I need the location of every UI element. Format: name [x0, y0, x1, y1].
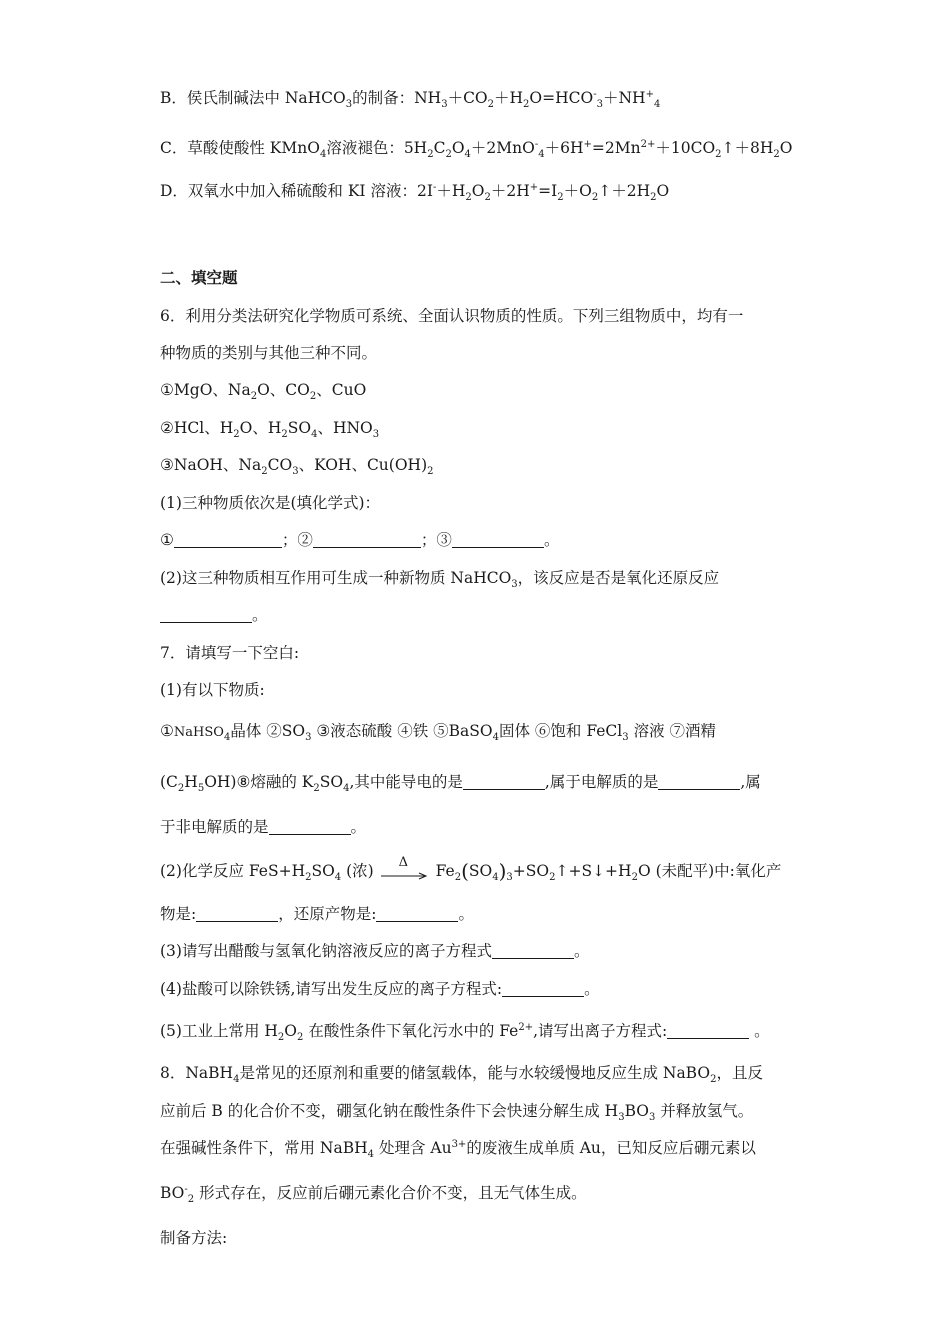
- q7-part4: (4)盐酸可以除铁锈,请写出发生反应的离子方程式: 。: [160, 980, 600, 998]
- answer-blank[interactable]: [313, 533, 421, 548]
- answer-blank[interactable]: [452, 533, 544, 548]
- q6-line2: 种物质的类别与其他三种不同。: [160, 344, 378, 362]
- q7-items-line2: $(C_2H_5OH)⑧$熔融的 $K_2SO_4$,其中能导电的是 ,属于电解质的是 ,属: [160, 773, 761, 795]
- answer-blank[interactable]: [174, 533, 282, 548]
- q7-part2: (2)化学反应 $FeS+H_2SO_4$ (浓) Δ $Fe_2(SO_4)_3+SO_2↑+S↓+H_2O$ (未配平)中:氧化产: [160, 858, 781, 882]
- option-c: C．草酸使酸性 KMnO$_4$溶液褪色：$5H_2C_2O_4+2MnO^-_4+6H^+=2Mn^{2+}+10CO_2↑+8H_2O$: [160, 138, 793, 161]
- q7-part1: (1)有以下物质:: [160, 681, 265, 699]
- q6-group3: ③NaOH、$Na_2CO_3$、KOH、$Cu(OH)_2$: [160, 456, 434, 478]
- answer-blank[interactable]: [463, 775, 545, 790]
- q6-group1: ①MgO、$Na_2O$、$CO_2$、CuO: [160, 381, 367, 403]
- q7-part3: (3)请写出醋酸与氢氧化钠溶液反应的离子方程式 。: [160, 942, 590, 960]
- q8-line5: 制备方法:: [160, 1229, 228, 1247]
- q8-line1: 8．NaBH$_4$是常见的还原剂和重要的储氢载体，能与水较缓慢地反应生成 NaBO$_2$，且反: [160, 1064, 763, 1086]
- answer-blank[interactable]: [196, 907, 278, 922]
- q6-part1: (1)三种物质依次是(填化学式)：: [160, 494, 381, 512]
- answer-blank[interactable]: [492, 944, 574, 959]
- answer-blank[interactable]: [376, 907, 458, 922]
- q7-items-line1: ①NaHSO$_4$晶体 $②SO_3$ ③液态硫酸 ④铁 ⑤BaSO$_4$固体 ⑥饱和 FeCl$_3$ 溶液 ⑦酒精: [160, 722, 716, 744]
- q7-items-line3: 于非电解质的是 。: [160, 818, 367, 836]
- q6-blanks: ① ；② ；③ 。: [160, 531, 560, 549]
- answer-blank[interactable]: [269, 820, 351, 835]
- answer-blank[interactable]: [502, 982, 584, 997]
- q6-part2: (2)这三种物质相互作用可生成一种新物质 NaHCO$_3$，该反应是否是氧化还原反应: [160, 569, 720, 591]
- heat-arrow: [379, 855, 431, 880]
- option-d: D．双氧水中加入稀硫酸和 KI 溶液：$2I^-+H_2O_2+2H^+=I_2+O_2↑+2H_2O$: [160, 181, 670, 204]
- answer-blank[interactable]: [667, 1024, 749, 1039]
- answer-blank[interactable]: [658, 775, 740, 790]
- answer-blank[interactable]: [160, 608, 252, 623]
- q6-group2: ②HCl、$H_2O$、$H_2SO_4$、$HNO_3$: [160, 419, 380, 441]
- q8-line2: 应前后 B 的化合价不变，硼氢化钠在酸性条件下会快速分解生成 $H_3BO_3$ 并释放氢气。: [160, 1102, 754, 1124]
- q8-line3: 在强碱性条件下，常用 NaBH$_4$ 处理含 $Au^{3+}$的废液生成单质 Au，已知反应后硼元素以: [160, 1138, 756, 1161]
- q7-title: 7．请填写一下空白:: [160, 644, 300, 662]
- heat-symbol: Δ: [398, 855, 409, 870]
- q8-line4: $BO^-_2$ 形式存在，反应前后硼元素化合价不变，且无气体生成。: [160, 1183, 587, 1206]
- q7-part2-answers: 物是: ，还原产物是: 。: [160, 905, 474, 923]
- q6-line1: 6．利用分类法研究化学物质可系统、全面认识物质的性质。下列三组物质中，均有一: [160, 307, 744, 325]
- option-b: B．侯氏制碱法中 NaHCO$_3$的制备：$NH_3+CO_2+H_2O=HCO^-_3+NH^+_4$: [160, 88, 661, 111]
- q6-part2-answer: 。: [160, 604, 268, 626]
- q7-part5: (5)工业上常用 $H_2O_2$ 在酸性条件下氧化污水中的 $Fe^{2+}$,请写出离子方程式: 。: [160, 1021, 770, 1044]
- section-heading: 二、填空题: [160, 268, 238, 287]
